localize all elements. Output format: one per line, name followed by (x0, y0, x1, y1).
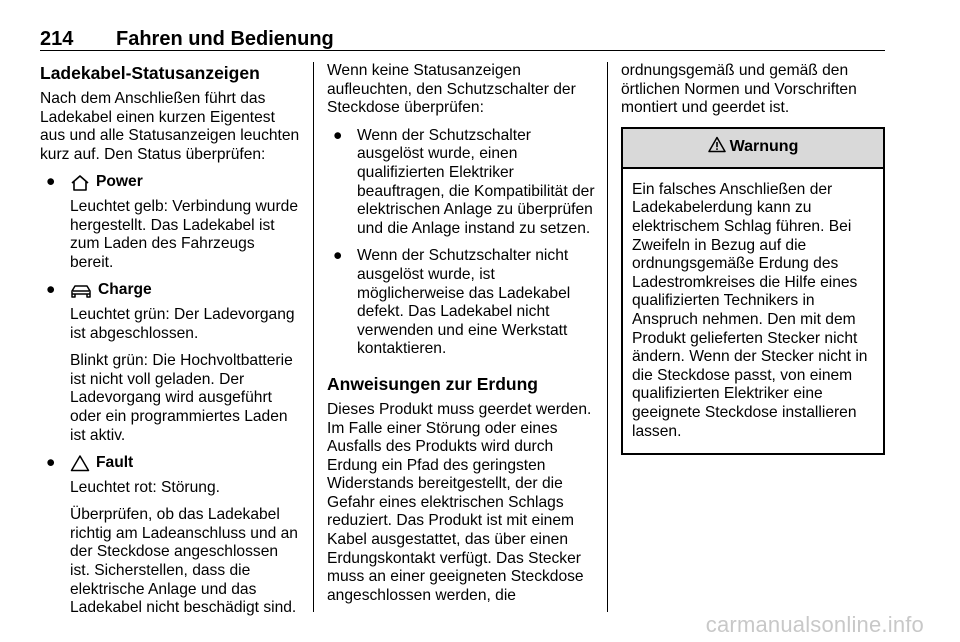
column-2 (327, 62, 595, 610)
status-text: Überprüfen, ob das Ladekabel richtig am Ladeanschluss und an der Steckdose angeschlossen ist. Sicherstellen, dass die elektrische Anlage und das Ladekabel nicht beschädigt sind. (70, 506, 298, 617)
car-icon (70, 283, 92, 299)
page-header (40, 26, 885, 51)
status-text: Leuchtet grün: Der Ladevorgang ist abgeschlossen. (70, 305, 295, 342)
heading-status: Ladekabel-Statusanzeigen (40, 63, 260, 83)
column-1 (40, 62, 302, 617)
list-item-text: Wenn der Schutzschalter nicht ausgelöst wurde, ist möglicherweise das Ladekabel defekt. Das Ladekabel nicht verwenden und eine Werkstatt kontaktieren. (357, 247, 571, 358)
list-item (327, 127, 595, 239)
list-item (327, 247, 595, 359)
bullet-marker: ● (46, 173, 56, 191)
warning-box (621, 127, 885, 455)
heading-grounding: Anweisungen zur Erdung (327, 373, 538, 394)
column-divider (607, 62, 608, 612)
intro-text: Wenn keine Statusanzeigen aufleuchten, den Schutzschalter der Steckdose überprüfen: (327, 62, 576, 117)
section-title: Fahren und Bedienung (116, 28, 334, 50)
intro-text: ordnungsgemäß und gemäß den örtlichen Normen und Vorschriften montiert und geerdet ist. (621, 62, 857, 117)
status-text: Blinkt grün: Die Hochvoltbatterie ist nicht voll geladen. Der Ladevorgang wird ausgeführt oder ein programmiertes Laden ist aktiv. (70, 352, 293, 444)
status-label-charge: Charge (98, 281, 152, 299)
warning-body: Ein falsches Anschließen der Ladekabelerdung kann zu elektrischem Schlag führen. Bei Zweifeln in Bezug auf die ordnungsgemäße Erdung des Ladestromkreises die Hilfe eines qualifizierten Technikers in Anspruch nehmen. Den mit dem Produkt gelieferten Stecker nicht ändern. Wenn der Stecker nicht in die Steckdose passt, von einem qualifizierten Elektriker eine geeignete Steckdose installieren lassen. (632, 180, 868, 440)
status-text: Leuchtet rot: Störung. (70, 478, 220, 496)
list-item-power (40, 173, 302, 272)
column-3 (621, 62, 885, 610)
bullet-marker: ● (333, 247, 343, 265)
watermark: carmanualsonline.info (705, 612, 924, 637)
warning-symbol-icon (708, 136, 726, 159)
warning-title: Warnung (729, 138, 799, 156)
status-text: Leuchtet gelb: Verbindung wurde hergestellt. Das Ladekabel ist zum Laden des Fahrzeugs bereit. (70, 197, 299, 271)
intro-text: Nach dem Anschließen führt das Ladekabel einen kurzen Eigentest aus und alle Statusanzeigen leuchten kurz auf. Den Status überprüfen: (40, 90, 300, 163)
list-item-fault (40, 454, 302, 618)
list-item-charge (40, 281, 302, 445)
list-item-text: Wenn der Schutzschalter ausgelöst wurde, einen qualifizierten Elektriker beauftragen, die Kompatibilität der elektrischen Anlage zu überprüfen und die Anlage instand zu setzen. (357, 126, 595, 237)
bullet-marker: ● (46, 454, 56, 472)
warning-triangle-icon (70, 454, 90, 472)
bullet-marker: ● (46, 281, 56, 299)
warning-header (623, 129, 883, 169)
status-label-power: Power (96, 173, 143, 191)
status-label-fault: Fault (96, 454, 134, 472)
body-text: Dieses Produkt muss geerdet werden. Im Falle einer Störung oder eines Ausfalls des Produkts wird durch Erdung ein Pfad des geringsten Widerstands bereitgestellt, der die Gefahr eines elektrischen Schlags reduziert. Das Produkt ist mit einem Kabel ausgestattet, das über einen Erdungskontakt verfügt. Das Stecker muss an einer geeigneten Steckdose angeschlossen werden, die (327, 400, 592, 604)
bullet-marker: ● (333, 126, 343, 144)
house-icon (70, 174, 90, 192)
column-divider (313, 62, 314, 612)
page-number: 214 (40, 28, 74, 50)
